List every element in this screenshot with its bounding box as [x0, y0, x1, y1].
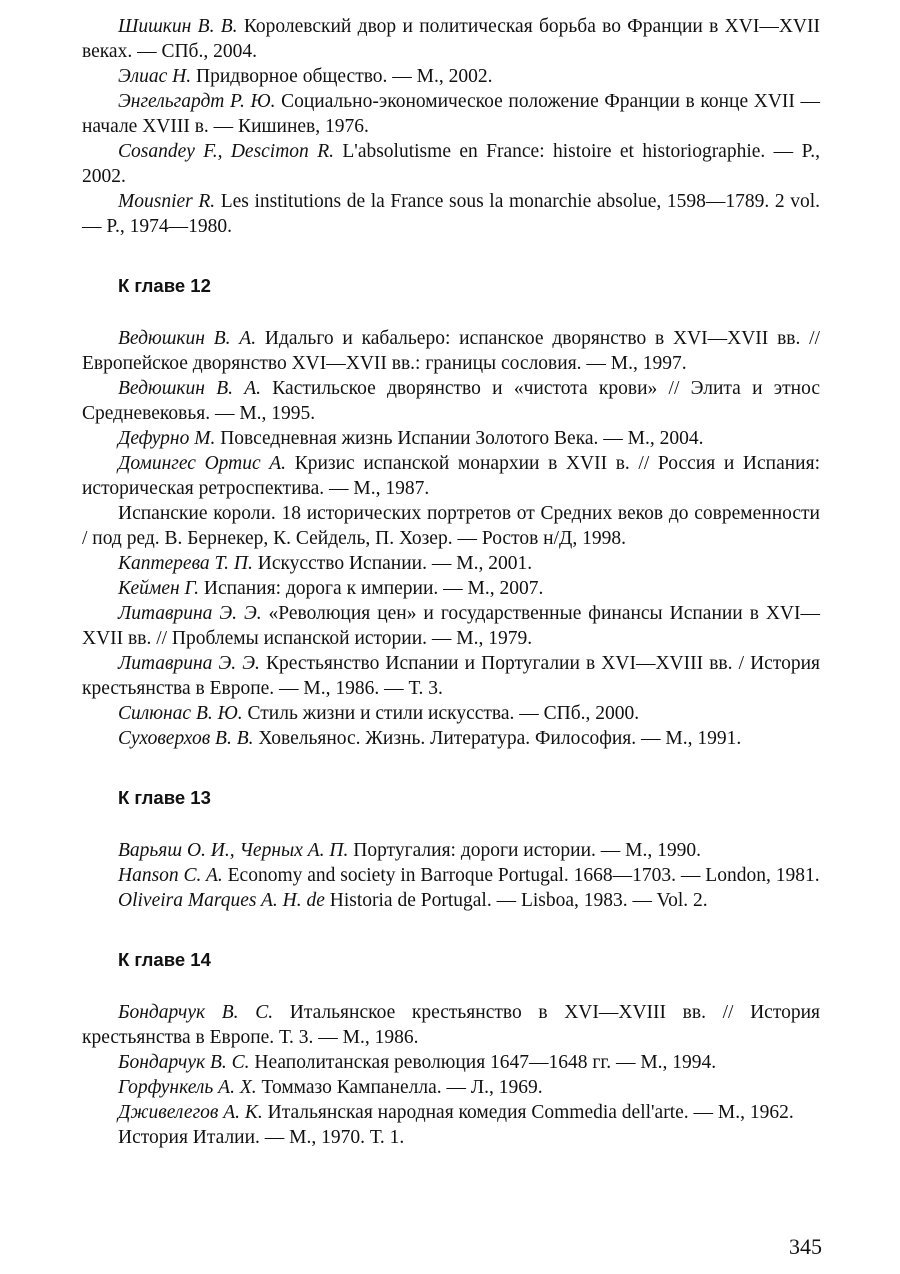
bibliography-entry: [82, 64, 820, 89]
entry-author: Mousnier R.: [118, 191, 216, 212]
entry-text: Томмазо Кампанелла. — Л., 1969.: [256, 1077, 543, 1098]
entry-author: Кеймен Г.: [118, 578, 200, 599]
bibliography-entry: [82, 888, 820, 913]
entry-author: Литаврина Э. Э.: [118, 653, 260, 674]
section-chapter-12: [82, 273, 820, 751]
entry-author: Ведюшкин В. А.: [118, 328, 257, 349]
entry-author: Дживелегов А. К.: [118, 1102, 263, 1123]
entry-author: Бондарчук В. С.: [118, 1002, 274, 1023]
entry-text: Искусство Испании. — М., 2001.: [252, 553, 533, 574]
entry-text: Кастильское дворянство и «чистота крови» // Элита и этнос Средневековья. — М., 1995.: [82, 378, 820, 424]
entry-text: L'absolutisme en France: histoire et historiographie. — P., 2002.: [82, 141, 821, 187]
entry-author: Горфункель А. Х.: [118, 1077, 257, 1098]
entry-text: Итальянская народная комедия Commedia dell'arte. — М., 1962.: [262, 1102, 794, 1123]
entry-author: Домингес Ортис А.: [118, 453, 287, 474]
bibliography-entry: [82, 1050, 820, 1075]
entry-author: Элиас Н.: [118, 66, 192, 87]
bibliography-entry: [82, 701, 820, 726]
entry-text: «Революция цен» и государственные финансы Испании в XVI—XVII вв. // Проблемы испанской истории. — М., 1979.: [82, 603, 821, 649]
entry-text: Повседневная жизнь Испании Золотого Века. — М., 2004.: [215, 428, 704, 449]
entry-text: Испанские короли. 18 исторических портретов от Средних веков до современности / под ред. В. Бернекер, К. Сейдель, П. Хозер. — Ростов н/Д, 1998.: [82, 503, 820, 549]
entry-author: Силюнас В. Ю.: [118, 703, 243, 724]
section-chapter-14: [82, 947, 820, 1150]
entry-author: Cosandey F., Descimon R.: [118, 141, 334, 162]
bibliography-entry: [82, 1100, 820, 1125]
bibliography-entry: [82, 1125, 820, 1150]
section-heading: К главе 14: [118, 949, 211, 970]
bibliography-entry: [82, 89, 820, 139]
bibliography-entry: [82, 601, 820, 651]
entry-author: Шишкин В. В.: [118, 16, 238, 37]
bibliography-entry: [82, 726, 820, 751]
entry-text: Социально-экономическое положение Франции в конце XVII — начале XVIII в. — Кишинев, 1976.: [82, 91, 821, 137]
entry-author: Варьяш О. И., Черных А. П.: [118, 840, 349, 861]
bibliography-entry: [82, 14, 820, 64]
bibliography-entry: [82, 838, 820, 863]
entry-text: Португалия: дороги истории. — М., 1990.: [348, 840, 701, 861]
bibliography-entry: [82, 1075, 820, 1100]
page-number: 345: [789, 1234, 822, 1259]
entry-text: Королевский двор и политическая борьба во Франции в XVI—XVII веках. — СПб., 2004.: [82, 16, 820, 62]
entry-text: Economy and society in Barroque Portugal. 1668—1703. — London, 1981.: [222, 865, 820, 886]
entry-author: Каптерева Т. П.: [118, 553, 253, 574]
entry-author: Дефурно М.: [118, 428, 216, 449]
entry-text: Неаполитанская революция 1647—1648 гг. — М., 1994.: [249, 1052, 717, 1073]
entry-text: Итальянское крестьянство в XVI—XVIII вв. // История крестьянства в Европе. Т. 3. — М., 1986.: [82, 1002, 821, 1048]
entry-text: Ховельянос. Жизнь. Литература. Философия. — М., 1991.: [253, 728, 742, 749]
entry-text: Идальго и кабальеро: испанское дворянство в XVI—XVII вв. // Европейское дворянство XVI—XVII вв.: границы сословия. — М., 1997.: [82, 328, 820, 374]
bibliography-entry: [82, 326, 820, 376]
entry-text: Кризис испанской монархии в XVII в. // Россия и Испания: историческая ретроспектива. — М., 1987.: [82, 453, 820, 499]
bibliography-entry: [82, 139, 820, 189]
section-continued: [82, 14, 820, 239]
entry-text: Les institutions de la France sous la monarchie absolue, 1598—1789. 2 vol. — P., 1974—1980.: [82, 191, 820, 237]
bibliography-entry: [82, 551, 820, 576]
bibliography-entry: [82, 376, 820, 426]
entry-text: Придворное общество. — М., 2002.: [191, 66, 493, 87]
bibliography-entry: [82, 501, 820, 551]
bibliography-entry: [82, 863, 820, 888]
bibliography-entry: [82, 651, 820, 701]
entry-author: Hanson C. A.: [118, 865, 223, 886]
entry-text: Крестьянство Испании и Португалии в XVI—XVIII вв. / История крестьянства в Европе. — М., 1986. — Т. 3.: [82, 653, 820, 699]
bibliography-entry: [82, 576, 820, 601]
section-chapter-13: [82, 785, 820, 913]
bibliography-page: [82, 14, 820, 1150]
entry-text: Historia de Portugal. — Lisboa, 1983. — Vol. 2.: [324, 890, 708, 911]
entry-author: Oliveira Marques A. H. de: [118, 890, 325, 911]
entry-author: Энгельгардт Р. Ю.: [118, 91, 276, 112]
entry-text: Стиль жизни и стили искусства. — СПб., 2000.: [242, 703, 640, 724]
bibliography-entry: [82, 189, 820, 239]
entry-author: Ведюшкин В. А.: [118, 378, 262, 399]
bibliography-entry: [82, 426, 820, 451]
entry-text: Испания: дорога к империи. — М., 2007.: [199, 578, 544, 599]
bibliography-entry: [82, 1000, 820, 1050]
section-heading: К главе 13: [118, 787, 211, 808]
entry-author: Литаврина Э. Э.: [118, 603, 262, 624]
entry-author: Суховерхов В. В.: [118, 728, 254, 749]
entry-author: Бондарчук В. С.: [118, 1052, 250, 1073]
bibliography-entry: [82, 451, 820, 501]
section-heading: К главе 12: [118, 275, 211, 296]
entry-text: История Италии. — М., 1970. Т. 1.: [118, 1127, 405, 1148]
